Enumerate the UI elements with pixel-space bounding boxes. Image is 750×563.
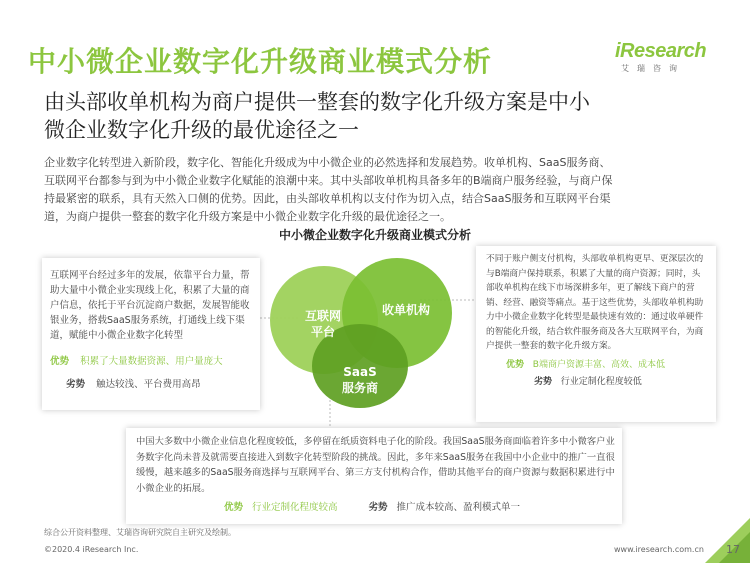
internet-pros-row <box>50 349 256 368</box>
venn-diagram <box>270 258 470 408</box>
internet-platform-label <box>288 308 358 340</box>
logo-wordmark: iResearch <box>615 40 707 62</box>
pros-label: 优势 <box>50 356 70 367</box>
cons-label: 劣势 <box>368 502 388 513</box>
acquirer-pros-row <box>486 358 708 373</box>
pros-text: B端商户资源丰富、高效、成本低 <box>532 359 665 370</box>
acquirer-label: 收单机构 <box>381 303 430 317</box>
cons-text: 触达较浅、平台费用高昂 <box>96 379 201 390</box>
subtitle-line-2: 微企业数字化升级的最优途径之一 <box>44 118 359 142</box>
cons-text: 行业定制化程度较低 <box>560 377 642 387</box>
logo-subtext: 艾瑞咨询 <box>621 64 685 73</box>
cons-text: 推广成本较高、盈利模式单一 <box>396 502 520 513</box>
saas-label-line2: 服务商 <box>341 381 378 395</box>
source-note: 综合公开资料整理、艾瑞咨询研究院自主研究及绘制。 <box>44 528 236 537</box>
website-url[interactable]: www.iresearch.com.cn <box>614 545 704 554</box>
internet-platform-panel <box>42 258 260 410</box>
diagram-title: 中小微企业数字化升级商业模式分析 <box>278 228 471 242</box>
pros-text: 积累了大量数据资源、用户量庞大 <box>80 356 223 367</box>
saas-pros-cons-row <box>136 500 618 516</box>
corner-accent-icon <box>705 518 750 563</box>
saas-label-line1: SaaS <box>343 365 377 379</box>
internet-label-line1: 互联网 <box>304 309 341 323</box>
acquirer-cons-row <box>486 375 708 390</box>
pros-label: 优势 <box>224 502 244 513</box>
pros-text: 行业定制化程度较高 <box>251 502 338 513</box>
saas-description: 中国大多数中小微企业信息化程度较低，多停留在纸质资料电子化的阶段。我国SaaS服务商面临着许多中小微客户业务数字化尚未普及就需要直接进入到数字化转型阶段的挑战。因此，多年来SaaS服务在我国中小企业中的推广一直很缓慢，越来越多的SaaS服务商选择与互联网平台、第三方支付机构合作，借助其他平台的商户资源与数据积累进行中小微企业的拓展。 <box>136 436 615 494</box>
intro-line: 互联网平台都参与到为中小微企业数字化赋能的浪潮中来。其中头部收单机构具备多年的B端商户服务经验，与商户保 <box>44 174 613 187</box>
saas-label <box>324 364 396 396</box>
intro-line: 持最紧密的联系，具有天然入口侧的优势。因此，由头部收单机构以支付作为切入点，结合SaaS服务和互联网平台渠 <box>44 192 611 205</box>
page-number: 17 <box>726 543 740 556</box>
cons-label: 劣势 <box>534 377 553 387</box>
internet-platform-description: 互联网平台经过多年的发展，依靠平台力量，帮助大量中小微企业实现线上化，积累了大量的商户信息，依托于平台沉淀商户数据，发展智能收银业务，搭载SaaS服务系统，打通线上线下渠道，赋能中小微企业数字化转型 <box>50 270 250 341</box>
pros-label: 优势 <box>506 359 525 370</box>
copyright: ©2020.4 iResearch Inc. <box>44 545 139 554</box>
subtitle-line-1: 由头部收单机构为商户提供一整套的数字化升级方案是中小 <box>44 90 590 114</box>
internet-label-line2: 平台 <box>310 325 335 339</box>
intro-line: 道，为商户提供一整套的数字化升级方案是中小微企业数字化升级的最优途径之一。 <box>44 210 451 223</box>
internet-cons-row <box>50 372 256 391</box>
intro-line: 企业数字化转型进入新阶段，数字化、智能化升级成为中小微企业的必然选择和发展趋势。收单机构、SaaS服务商、 <box>44 156 611 169</box>
acquirer-panel <box>476 246 716 422</box>
saas-panel <box>126 428 622 524</box>
page-title: 中小微企业数字化升级商业模式分析 <box>28 45 493 78</box>
acquirer-description: 不同于账户侧支付机构，头部收单机构更早、更深层次的与B端商户保持联系，积累了大量的商户资源；同时，头部收单机构在线下市场深耕多年，更了解线下商户的营销、经营、融资等痛点。基于这些优势，头部收单机构助力中小微企业数字化转型是最快速有效的：通过收单硬件的智能化升级，结合软件服务商及各大互联网平台，为商户提供一整套的数字化升级方案。 <box>486 254 704 351</box>
cons-label: 劣势 <box>66 379 86 390</box>
